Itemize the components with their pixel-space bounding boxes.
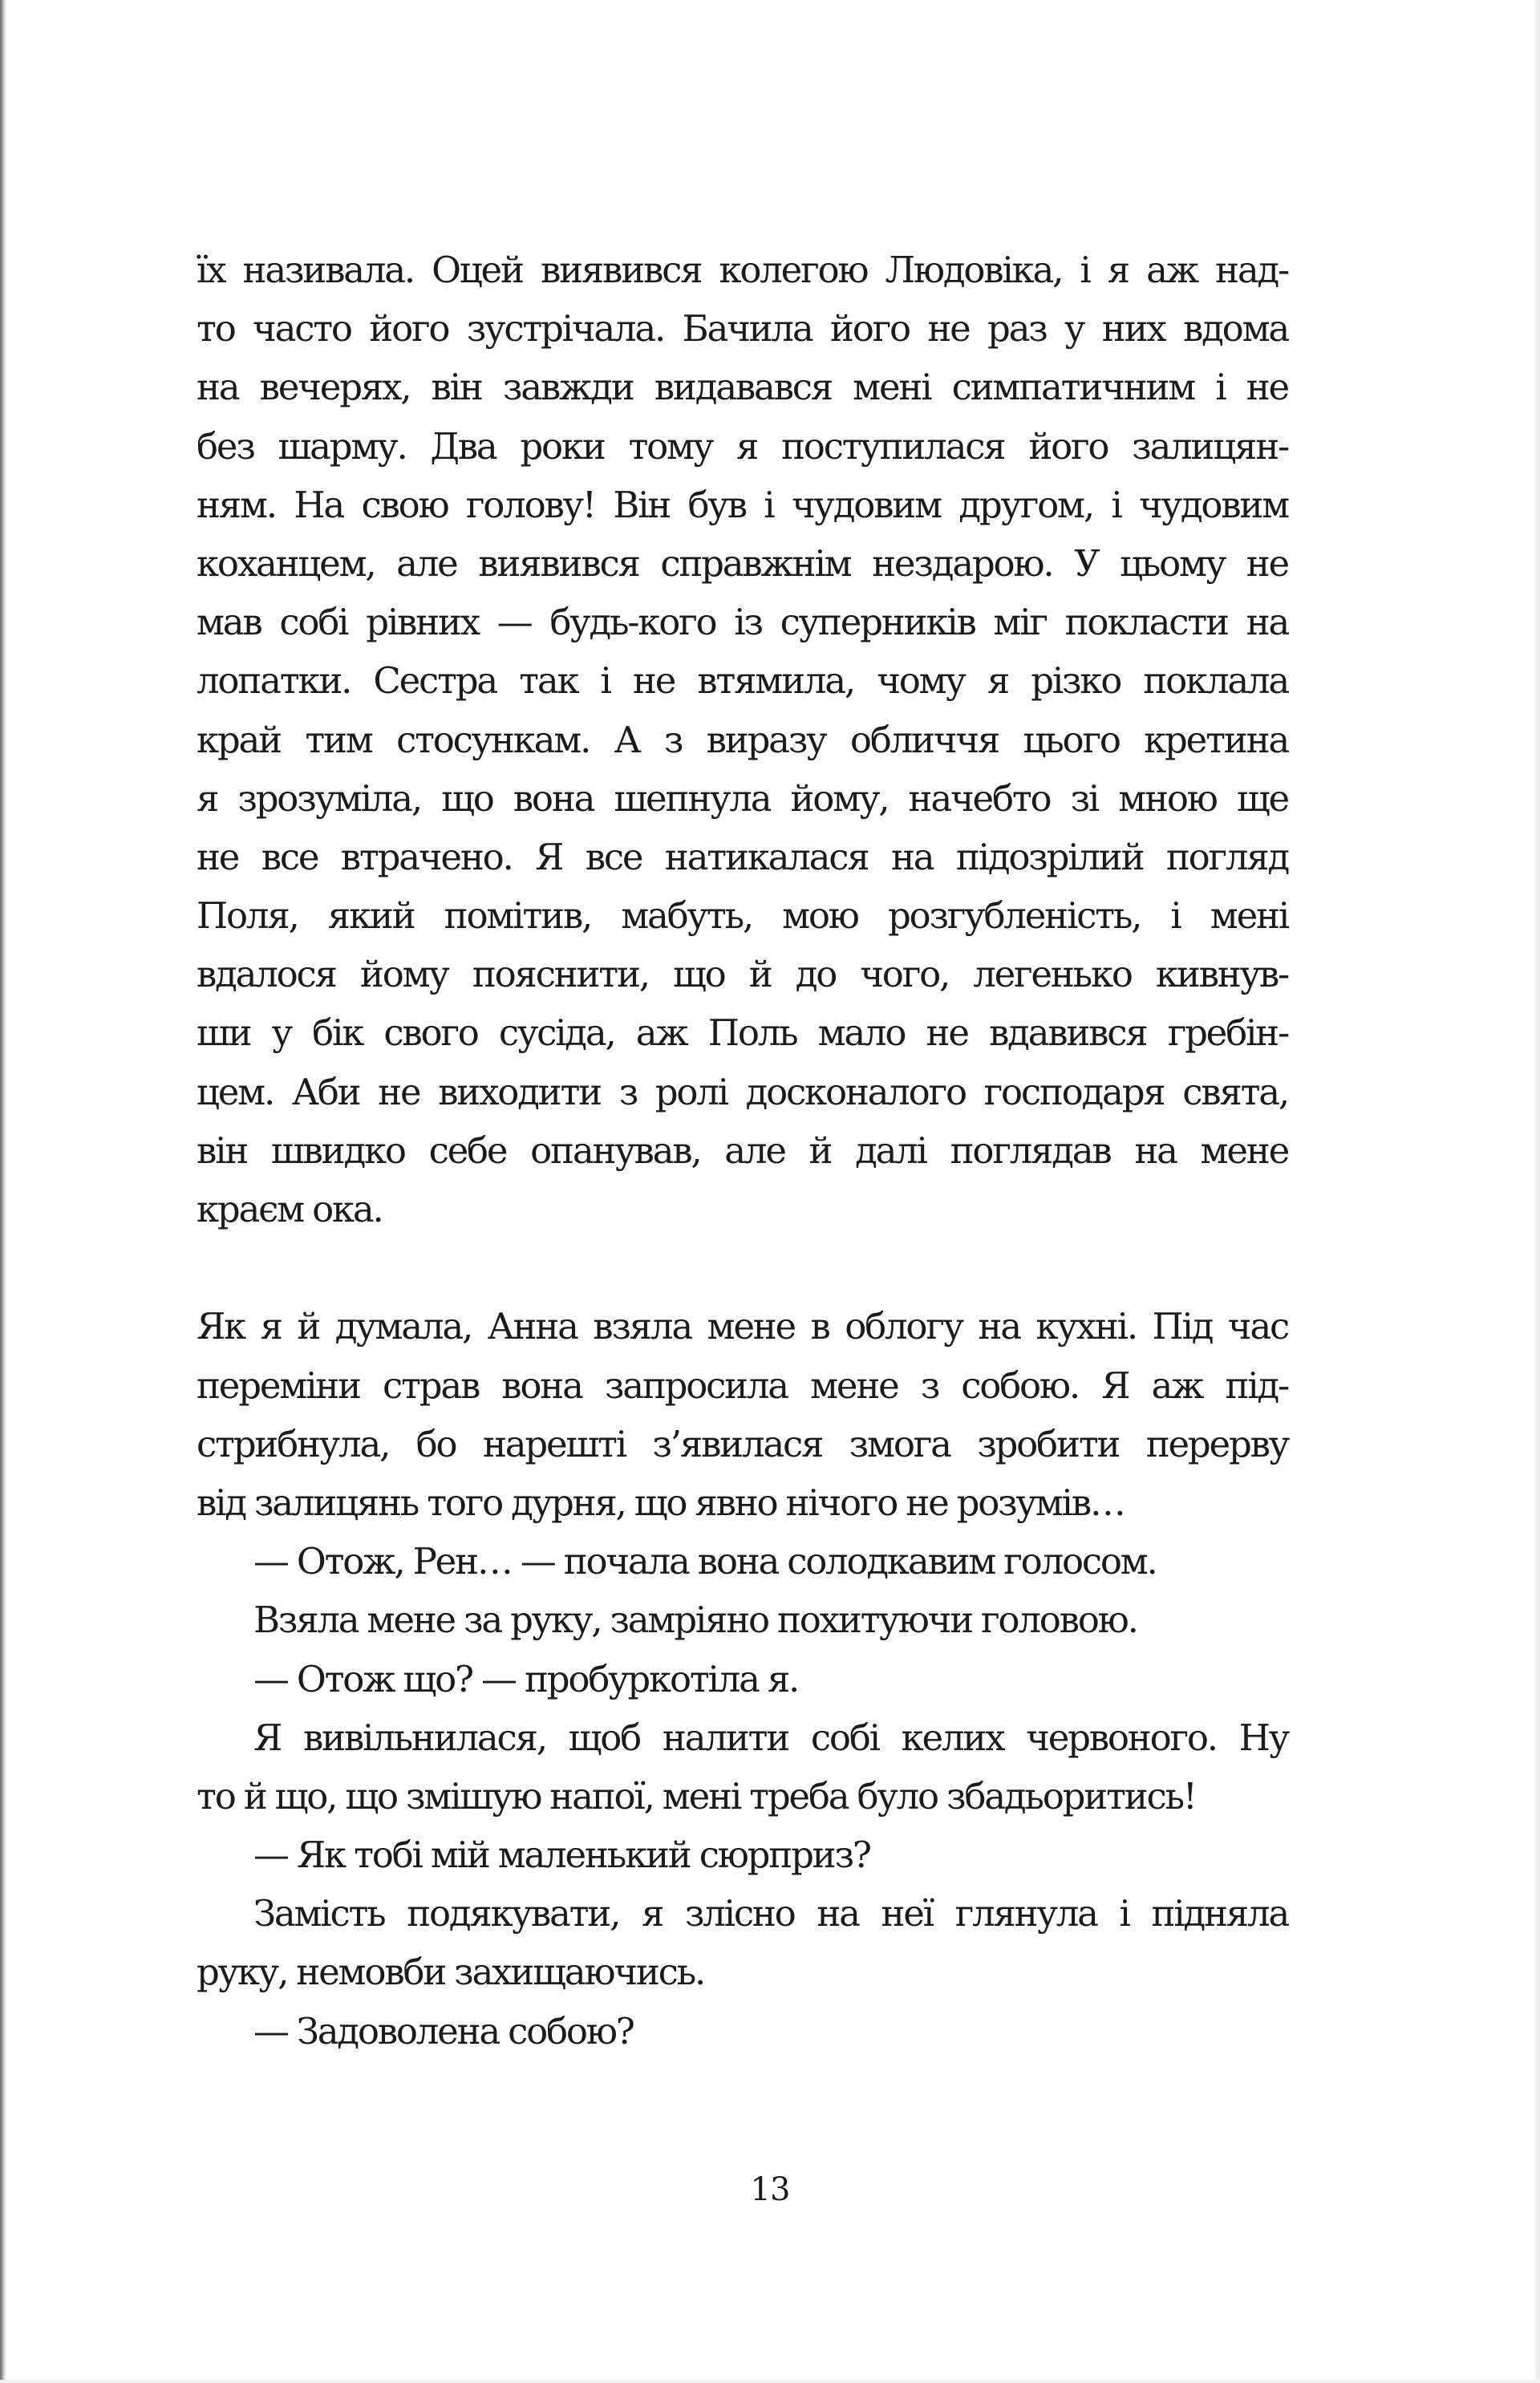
text-line: на вечерях, він завжди видавався мені симпатичним і не [197, 366, 1288, 409]
page-right-edge [1534, 0, 1540, 2383]
text-line: коханцем, але виявився справжнім нездарою. У цьому не [197, 541, 1288, 585]
text-line: цем. Аби не виходити з ролі досконалого господаря свята, [197, 1070, 1288, 1113]
text-line: їх називала. Оцей виявився колегою Людовіка, і я аж над- [197, 249, 1288, 291]
text-line: Взяла мене за руку, замріяно похитуючи головою. [253, 1599, 1137, 1642]
text-line: я зрозуміла, що вона шепнула йому, начебто зі мною ще [197, 776, 1288, 820]
page-left-edge [0, 0, 6, 2383]
text-line: то й що, що змішую напої, мені треба було збадьоритись! [197, 1774, 1196, 1818]
paragraph-section-1 [197, 241, 1288, 1238]
text-line: від залицянь того дурня, що явно нічого не розумів… [197, 1481, 1125, 1524]
body-text [197, 241, 1288, 2061]
dialogue-line: — Отож що? — пробуркотіла я. [253, 1657, 799, 1700]
text-line: Поля, який помітив, мабуть, мою розгубленість, і мені [197, 894, 1288, 938]
text-line: він швидко себе опанував, але й далі поглядав на мене [197, 1129, 1288, 1172]
section-break [197, 1238, 1288, 1297]
text-line: Замість подякувати, я злісно на неї глянула і підняла [253, 1892, 1288, 1935]
text-line: лопатки. Сестра так і не втямила, чому я різко поклала [197, 659, 1288, 703]
text-line: край тим стосункам. А з виразу обличчя цього кретина [197, 718, 1288, 761]
text-line: ши у бік свого сусіда, аж Поль мало не вдавився гребін- [197, 1011, 1288, 1055]
text-line: ням. На свою голову! Він був і чудовим другом, і чудовим [197, 483, 1288, 526]
text-line: Як я й думала, Анна взяла мене в облогу на кухні. Під час [197, 1305, 1288, 1348]
text-line: вдалося йому пояснити, що й до чого, легенько кивнув- [197, 953, 1288, 996]
page-number: 13 [750, 2171, 790, 2208]
page-bottom-edge [0, 2380, 1540, 2383]
text-line: не все втрачено. Я все натикалася на підозрілий погляд [197, 835, 1288, 878]
text-line: Я вивільнилася, щоб налити собі келих червоного. Ну [253, 1716, 1288, 1759]
text-line: стрибнула, бо нарешті з’явилася змога зробити перерву [197, 1422, 1288, 1465]
text-line: то часто його зустрічала. Бачила його не раз у них вдома [197, 307, 1288, 351]
dialogue-line: — Отож, Рен… — почала вона солодкавим голосом. [253, 1540, 1157, 1583]
text-line: переміни страв вона запросила мене з собою. Я аж під- [197, 1364, 1288, 1407]
text-line: краєм ока. [197, 1188, 383, 1230]
text-line: руку, немовби захищаючись. [197, 1951, 705, 1994]
text-line: мав собі рівних — будь-кого із суперників міг покласти на [197, 601, 1288, 644]
text-line: без шарму. Два роки тому я поступилася його залицян- [197, 424, 1288, 468]
dialogue-line: — Задоволена собою? [253, 2009, 634, 2053]
paragraph-section-2 [197, 1297, 1288, 2060]
dialogue-line: — Як тобі мій маленький сюрприз? [253, 1834, 870, 1877]
